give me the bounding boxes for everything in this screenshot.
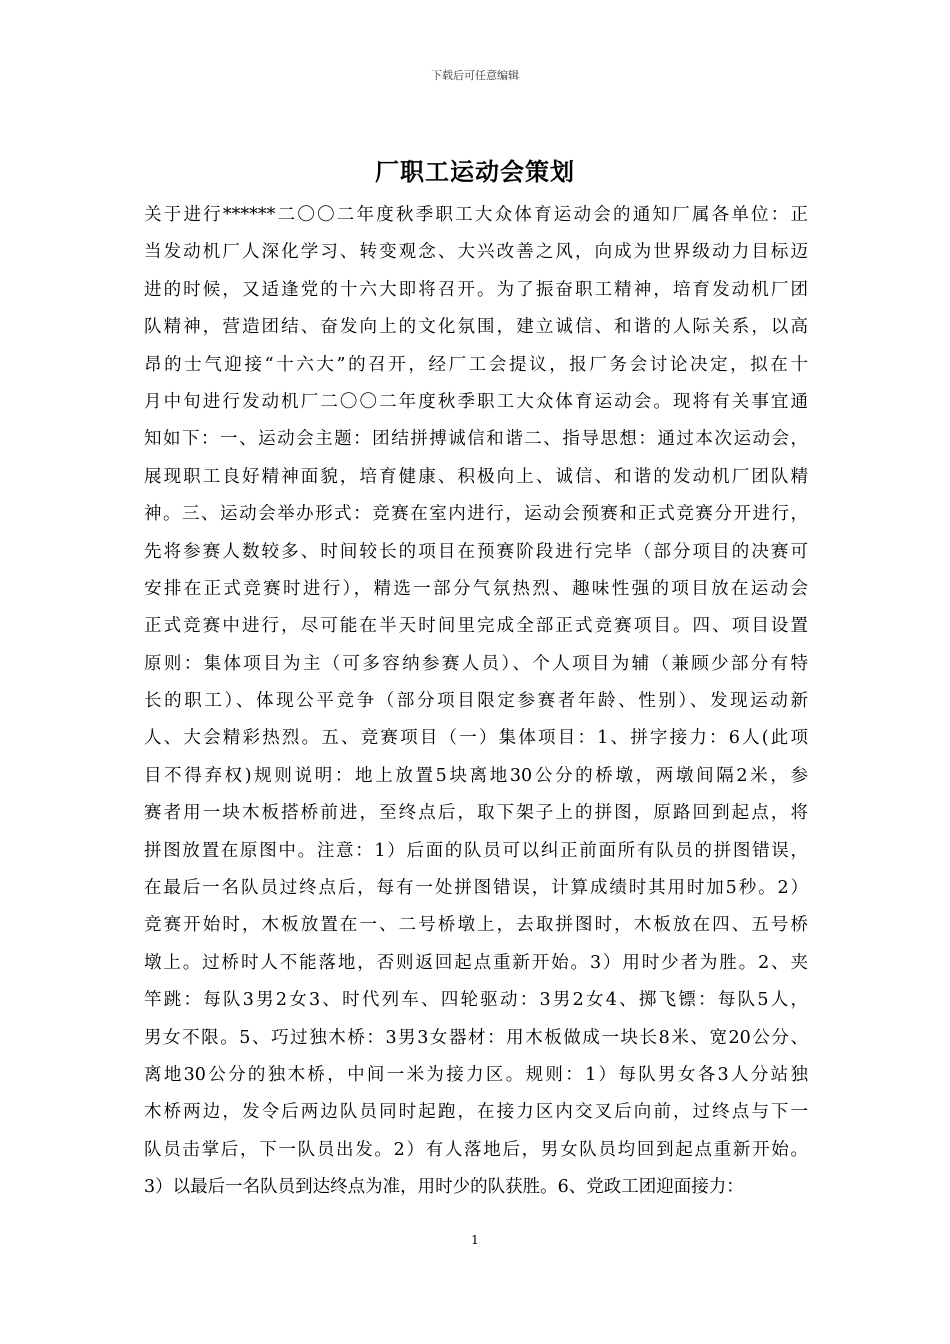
body-line: 离地30公分的独木桥，中间一米为接力区。规则：1）每队男女各3人分站独 bbox=[144, 1064, 808, 1085]
body-line: 墩上。过桥时人不能落地，否则返回起点重新开始。3）用时少者为胜。2、夹 bbox=[144, 952, 808, 973]
body-line: 月中旬进行发动机厂二〇〇二年度秋季职工大众体育运动会。现将有关事宜通 bbox=[144, 391, 808, 412]
document-body bbox=[144, 197, 808, 1207]
body-line: 正式竞赛中进行，尽可能在半天时间里完成全部正式竞赛项目。四、项目设置 bbox=[144, 616, 808, 637]
body-line: 队员击掌后，下一队员出发。2）有人落地后，男女队员均回到起点重新开始。 bbox=[144, 1139, 808, 1160]
body-line: 当发动机厂人深化学习、转变观念、大兴改善之风，向成为世界级动力目标迈 bbox=[144, 242, 808, 263]
body-line: 原则：集体项目为主（可多容纳参赛人员）、个人项目为辅（兼顾少部分有特 bbox=[144, 653, 808, 674]
body-line: 知如下：一、运动会主题：团结拼搏诚信和谐二、指导思想：通过本次运动会， bbox=[144, 429, 808, 450]
body-line: 关于进行******二〇〇二年度秋季职工大众体育运动会的通知厂属各单位：正 bbox=[144, 205, 808, 225]
body-line: 神。三、运动会举办形式：竞赛在室内进行，运动会预赛和正式竞赛分开进行， bbox=[144, 504, 808, 525]
page-number: 1 bbox=[471, 1233, 479, 1247]
body-line: 队精神，营造团结、奋发向上的文化氛围，建立诚信、和谐的人际关系，以高 bbox=[144, 317, 808, 338]
body-line: 人、大会精彩热烈。五、竞赛项目（一）集体项目：1、拼字接力：6人(此项 bbox=[144, 728, 808, 749]
body-line: 目不得弃权)规则说明：地上放置5块离地30公分的桥墩，两墩间隔2米，参 bbox=[144, 765, 808, 786]
body-line: 竞赛开始时，木板放置在一、二号桥墩上，去取拼图时，木板放在四、五号桥 bbox=[144, 915, 808, 936]
body-line: 赛者用一块木板搭桥前进，至终点后，取下架子上的拼图，原路回到起点，将 bbox=[144, 803, 808, 824]
body-line: 安排在正式竞赛时进行），精选一部分气氛热烈、趣味性强的项目放在运动会 bbox=[144, 578, 808, 599]
body-line: 竿跳：每队3男2女3、时代列车、四轮驱动：3男2女4、掷飞镖：每队5人， bbox=[144, 990, 808, 1011]
page-header-note: 下载后可任意编辑 bbox=[431, 69, 519, 82]
body-line: 展现职工良好精神面貌，培育健康、积极向上、诚信、和谐的发动机厂团队精 bbox=[144, 466, 808, 487]
body-line: 长的职工）、体现公平竞争（部分项目限定参赛者年龄、性别）、发现运动新 bbox=[144, 691, 808, 712]
body-line: 拼图放置在原图中。注意：1）后面的队员可以纠正前面所有队员的拼图错误， bbox=[144, 840, 808, 861]
body-line: 先将参赛人数较多、时间较长的项目在预赛阶段进行完毕（部分项目的决赛可 bbox=[144, 541, 808, 562]
body-line: 3）以最后一名队员到达终点为准，用时少的队获胜。6、党政工团迎面接力： bbox=[144, 1177, 744, 1198]
body-line: 木桥两边，发令后两边队员同时起跑，在接力区内交叉后向前，过终点与下一 bbox=[144, 1102, 808, 1123]
body-line: 男女不限。5、巧过独木桥：3男3女器材：用木板做成一块长8米、宽20公分、 bbox=[144, 1027, 808, 1048]
body-line: 在最后一名队员过终点后，每有一处拼图错误，计算成绩时其用时加5秒。2） bbox=[144, 878, 808, 899]
body-line: 昂的士气迎接“十六大”的召开，经厂工会提议，报厂务会讨论决定，拟在十 bbox=[144, 354, 808, 375]
document-title: 厂职工运动会策划 bbox=[375, 158, 575, 186]
body-line: 进的时候，又适逢党的十六大即将召开。为了振奋职工精神，培育发动机厂团 bbox=[144, 279, 808, 300]
